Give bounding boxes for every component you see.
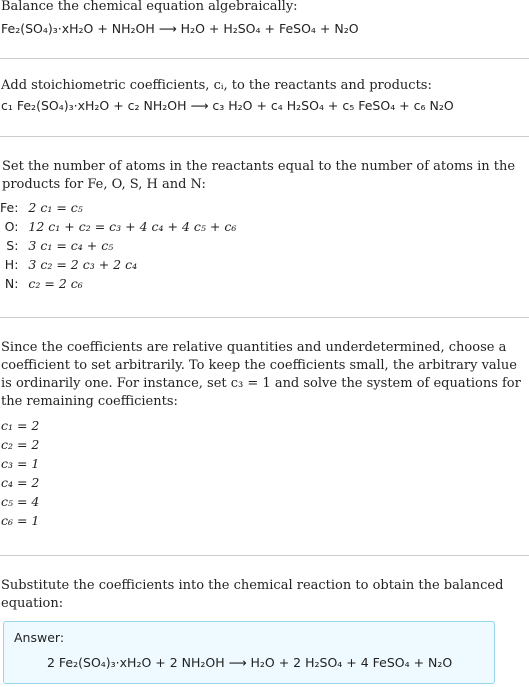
equation-row (0, 236, 242, 255)
equation-row (0, 217, 242, 236)
element-label: H: (4, 257, 19, 272)
balanced-equation: 2 Fe₂(SO₄)₃·xH₂O + 2 NH₂OH ⟶ H₂O + 2 H₂SO₄ + 4 FeSO₄ + N₂O (47, 655, 453, 670)
atoms-intro-text: Set the number of atoms in the reactants equal to the number of atoms in the products for Fe, O, S, H and N: (2, 159, 516, 192)
divider (0, 136, 529, 137)
coefficient-value: c₅ = 4 (1, 494, 40, 509)
divider (0, 317, 529, 318)
relation: 12 c₁ + c₂ = c₃ + 4 c₄ + 4 c₅ + c₆ (28, 219, 237, 234)
element-label: S: (6, 238, 19, 253)
divider (0, 555, 529, 556)
coefficient-value: c₂ = 2 (1, 437, 40, 452)
coefficient-value: c₃ = 1 (1, 456, 40, 471)
coefficients-intro-text: Add stoichiometric coefficients, cᵢ, to the reactants and products: (1, 78, 432, 93)
relation: 3 c₁ = c₄ + c₅ (28, 238, 114, 253)
relation: c₂ = 2 c₆ (28, 276, 83, 291)
solve-intro-text: Since the coefficients are relative quantities and underdetermined, choose a coefficient to set arbitrarily. To keep the coefficients small, the arbitrary value is ordinarily one. For instance, set c₃ = 1 and solve the system of equations for the remaining coefficients: (1, 340, 521, 409)
coefficient-equation: c₁ Fe₂(SO₄)₃·xH₂O + c₂ NH₂OH ⟶ c₃ H₂O + c₄ H₂SO₄ + c₅ FeSO₄ + c₆ N₂O (1, 98, 454, 113)
equation-row (0, 274, 242, 293)
coefficient-value: c₆ = 1 (1, 513, 40, 528)
coefficient-value: c₁ = 2 (1, 418, 40, 433)
relation: 2 c₁ = c₅ (28, 200, 83, 215)
equation-row (0, 198, 242, 217)
equation-row (0, 255, 242, 274)
answer-box (3, 621, 495, 684)
intro-text: Balance the chemical equation algebraically: (1, 0, 298, 14)
substitute-intro-text: Substitute the coefficients into the chemical reaction to obtain the balanced equation: (1, 578, 504, 611)
divider (0, 58, 529, 59)
answer-label: Answer: (14, 630, 65, 645)
relation: 3 c₂ = 2 c₃ + 2 c₄ (28, 257, 138, 272)
element-label: Fe: (0, 200, 19, 215)
unbalanced-equation: Fe₂(SO₄)₃·xH₂O + NH₂OH ⟶ H₂O + H₂SO₄ + FeSO₄ + N₂O (1, 21, 359, 36)
atom-balance-system (0, 198, 242, 293)
coefficient-value: c₄ = 2 (1, 475, 40, 490)
element-label: O: (4, 219, 19, 234)
coefficient-list (1, 416, 529, 530)
element-label: N: (4, 276, 19, 291)
